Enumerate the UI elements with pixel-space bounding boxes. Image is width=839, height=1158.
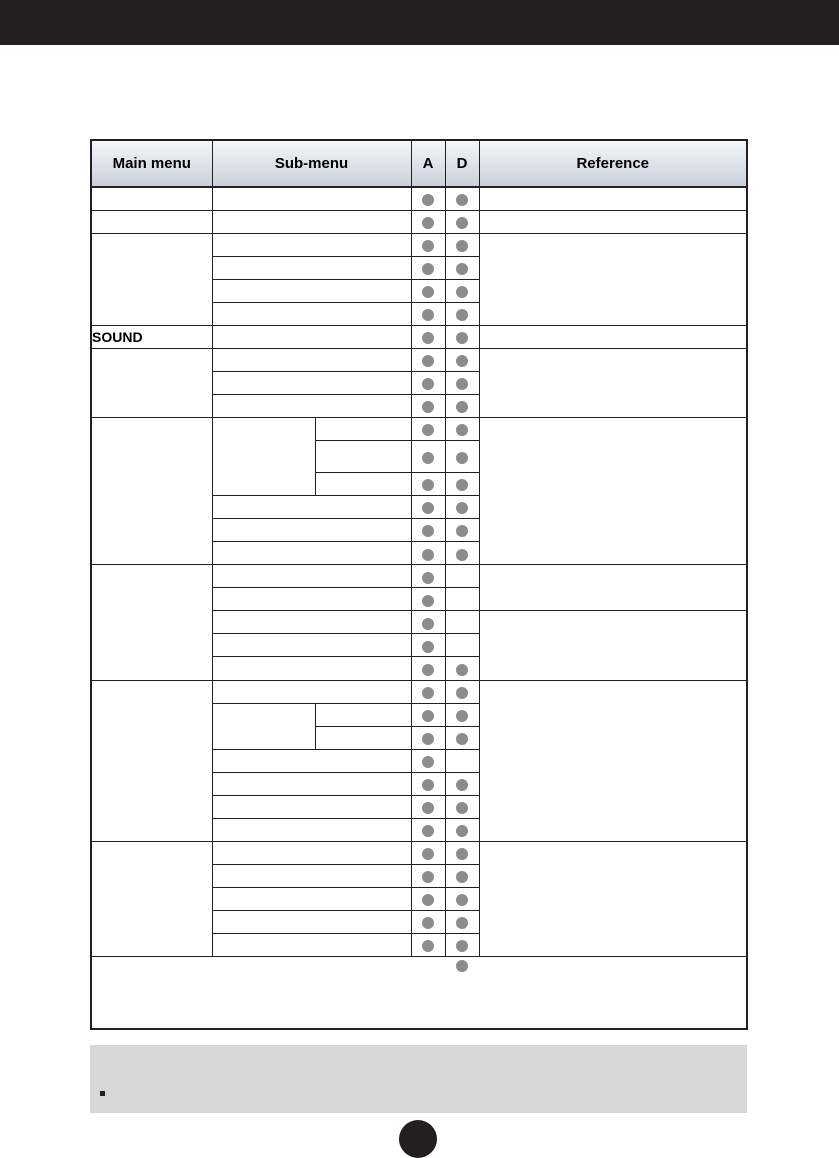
digital-dot (456, 779, 468, 791)
reference-cell (479, 210, 747, 233)
sub-menu-cell (212, 611, 411, 634)
analog-dot (422, 940, 434, 952)
digital-dot (456, 710, 468, 722)
analog-dot (422, 756, 434, 768)
note-bullet-icon (100, 1091, 105, 1096)
sub-menu-cell (212, 210, 411, 233)
footer-row-label-cell (91, 957, 445, 1029)
digital-header: D (445, 140, 479, 187)
sub-menu-cell (212, 934, 411, 957)
digital-dot (456, 802, 468, 814)
analog-dot (422, 710, 434, 722)
analog-dot (422, 240, 434, 252)
reference-cell (479, 680, 747, 841)
analog-dot (422, 549, 434, 561)
table-row (91, 957, 747, 1029)
digital-dot (456, 687, 468, 699)
sub-menu-cell (212, 256, 411, 279)
table-row (91, 210, 747, 233)
digital-dot (456, 479, 468, 491)
analog-dot (422, 286, 434, 298)
analog-dot (422, 479, 434, 491)
digital-dot (456, 309, 468, 321)
analog-dot (422, 572, 434, 584)
table-row (91, 325, 747, 348)
sub-menu-cell (212, 772, 411, 795)
main-menu-cell (91, 565, 212, 680)
sub-menu-cell (212, 910, 411, 933)
digital-dot (456, 960, 468, 972)
sub-menu-cell (212, 749, 411, 772)
main-menu-cell (91, 841, 212, 956)
table-row (91, 680, 747, 703)
main-menu-cell (91, 210, 212, 233)
reference-cell (479, 187, 747, 210)
digital-dot (456, 355, 468, 367)
main-menu-cell (91, 233, 212, 325)
digital-empty-cell (445, 588, 479, 611)
analog-dot (422, 779, 434, 791)
digital-dot (456, 525, 468, 537)
sub-menu-cell (212, 657, 411, 680)
analog-dot (422, 825, 434, 837)
analog-dot (422, 217, 434, 229)
reference-cell (479, 611, 747, 680)
digital-dot (456, 263, 468, 275)
reference-header: Reference (479, 140, 747, 187)
digital-dot (456, 549, 468, 561)
sub-menu-cell (212, 519, 411, 542)
digital-dot (456, 917, 468, 929)
sub-sub-menu-cell (315, 417, 411, 440)
sub-menu-header: Sub-menu (212, 140, 411, 187)
sub-menu-cell (212, 565, 411, 588)
sub-menu-cell (212, 680, 411, 703)
sub-menu-cell (212, 795, 411, 818)
digital-dot (456, 452, 468, 464)
digital-dot (456, 240, 468, 252)
sub-menu-cell (212, 371, 411, 394)
analog-dot (422, 894, 434, 906)
digital-empty-cell (445, 611, 479, 634)
top-header-bar (0, 0, 839, 45)
digital-dot (456, 217, 468, 229)
main-menu-cell (91, 417, 212, 564)
main-menu-cell (91, 348, 212, 417)
table-row (91, 348, 747, 371)
analog-dot (422, 595, 434, 607)
sub-menu-cell (212, 864, 411, 887)
analog-dot (422, 194, 434, 206)
table-header-row (91, 140, 747, 187)
digital-empty-cell (445, 749, 479, 772)
sub-menu-cell (212, 325, 411, 348)
digital-dot (456, 940, 468, 952)
sub-sub-menu-cell (315, 703, 411, 726)
reference-cell (479, 417, 747, 564)
sub-menu-cell (212, 394, 411, 417)
reference-cell (479, 957, 747, 1029)
sub-menu-cell (212, 279, 411, 302)
digital-dot (456, 401, 468, 413)
sub-menu-cell (212, 302, 411, 325)
sub-menu-cell (212, 887, 411, 910)
sub-menu-cell (212, 588, 411, 611)
page-number-badge (399, 1120, 437, 1158)
sub-menu-cell (212, 703, 315, 749)
table-row (91, 417, 747, 440)
analog-dot (422, 401, 434, 413)
note-box (90, 1045, 747, 1113)
sub-menu-cell (212, 818, 411, 841)
analog-dot (422, 848, 434, 860)
sub-sub-menu-cell (315, 473, 411, 496)
digital-dot (456, 378, 468, 390)
table-row (91, 233, 747, 256)
digital-dot (456, 733, 468, 745)
digital-dot (456, 424, 468, 436)
menu-table (90, 139, 748, 1030)
analog-dot (422, 802, 434, 814)
sub-menu-cell (212, 634, 411, 657)
digital-empty-cell (445, 634, 479, 657)
digital-dot (456, 848, 468, 860)
analog-dot (422, 309, 434, 321)
reference-cell (479, 841, 747, 956)
sub-menu-cell (212, 348, 411, 371)
analog-dot (422, 871, 434, 883)
main-menu-cell (91, 187, 212, 210)
main-menu-cell (91, 680, 212, 841)
main-menu-sound: SOUND (91, 325, 212, 348)
sub-menu-cell (212, 187, 411, 210)
analog-dot (422, 618, 434, 630)
main-menu-header: Main menu (91, 140, 212, 187)
digital-dot (456, 871, 468, 883)
analog-dot (422, 525, 434, 537)
sub-menu-cell (212, 233, 411, 256)
analog-dot (422, 917, 434, 929)
reference-cell (479, 233, 747, 325)
analog-dot (422, 332, 434, 344)
sub-sub-menu-cell (315, 726, 411, 749)
analog-dot (422, 424, 434, 436)
sub-menu-cell (212, 841, 411, 864)
analog-dot (422, 378, 434, 390)
analog-dot (422, 502, 434, 514)
analog-dot (422, 263, 434, 275)
analog-dot (422, 664, 434, 676)
digital-dot (456, 502, 468, 514)
reference-cell (479, 565, 747, 611)
digital-dot (456, 332, 468, 344)
sub-menu-cell (212, 417, 315, 495)
sub-menu-cell (212, 542, 411, 565)
digital-dot (456, 286, 468, 298)
analog-dot (422, 355, 434, 367)
reference-cell (479, 348, 747, 417)
analog-dot (422, 641, 434, 653)
table-row (91, 565, 747, 588)
table-row (91, 841, 747, 864)
digital-empty-cell (445, 565, 479, 588)
analog-dot (422, 687, 434, 699)
digital-dot (456, 194, 468, 206)
reference-cell (479, 325, 747, 348)
analog-dot (422, 452, 434, 464)
analog-header: A (411, 140, 445, 187)
sub-sub-menu-cell (315, 441, 411, 473)
digital-dot (456, 894, 468, 906)
analog-dot (422, 733, 434, 745)
digital-dot (456, 825, 468, 837)
digital-dot (456, 664, 468, 676)
sub-menu-cell (212, 496, 411, 519)
table-row (91, 187, 747, 210)
